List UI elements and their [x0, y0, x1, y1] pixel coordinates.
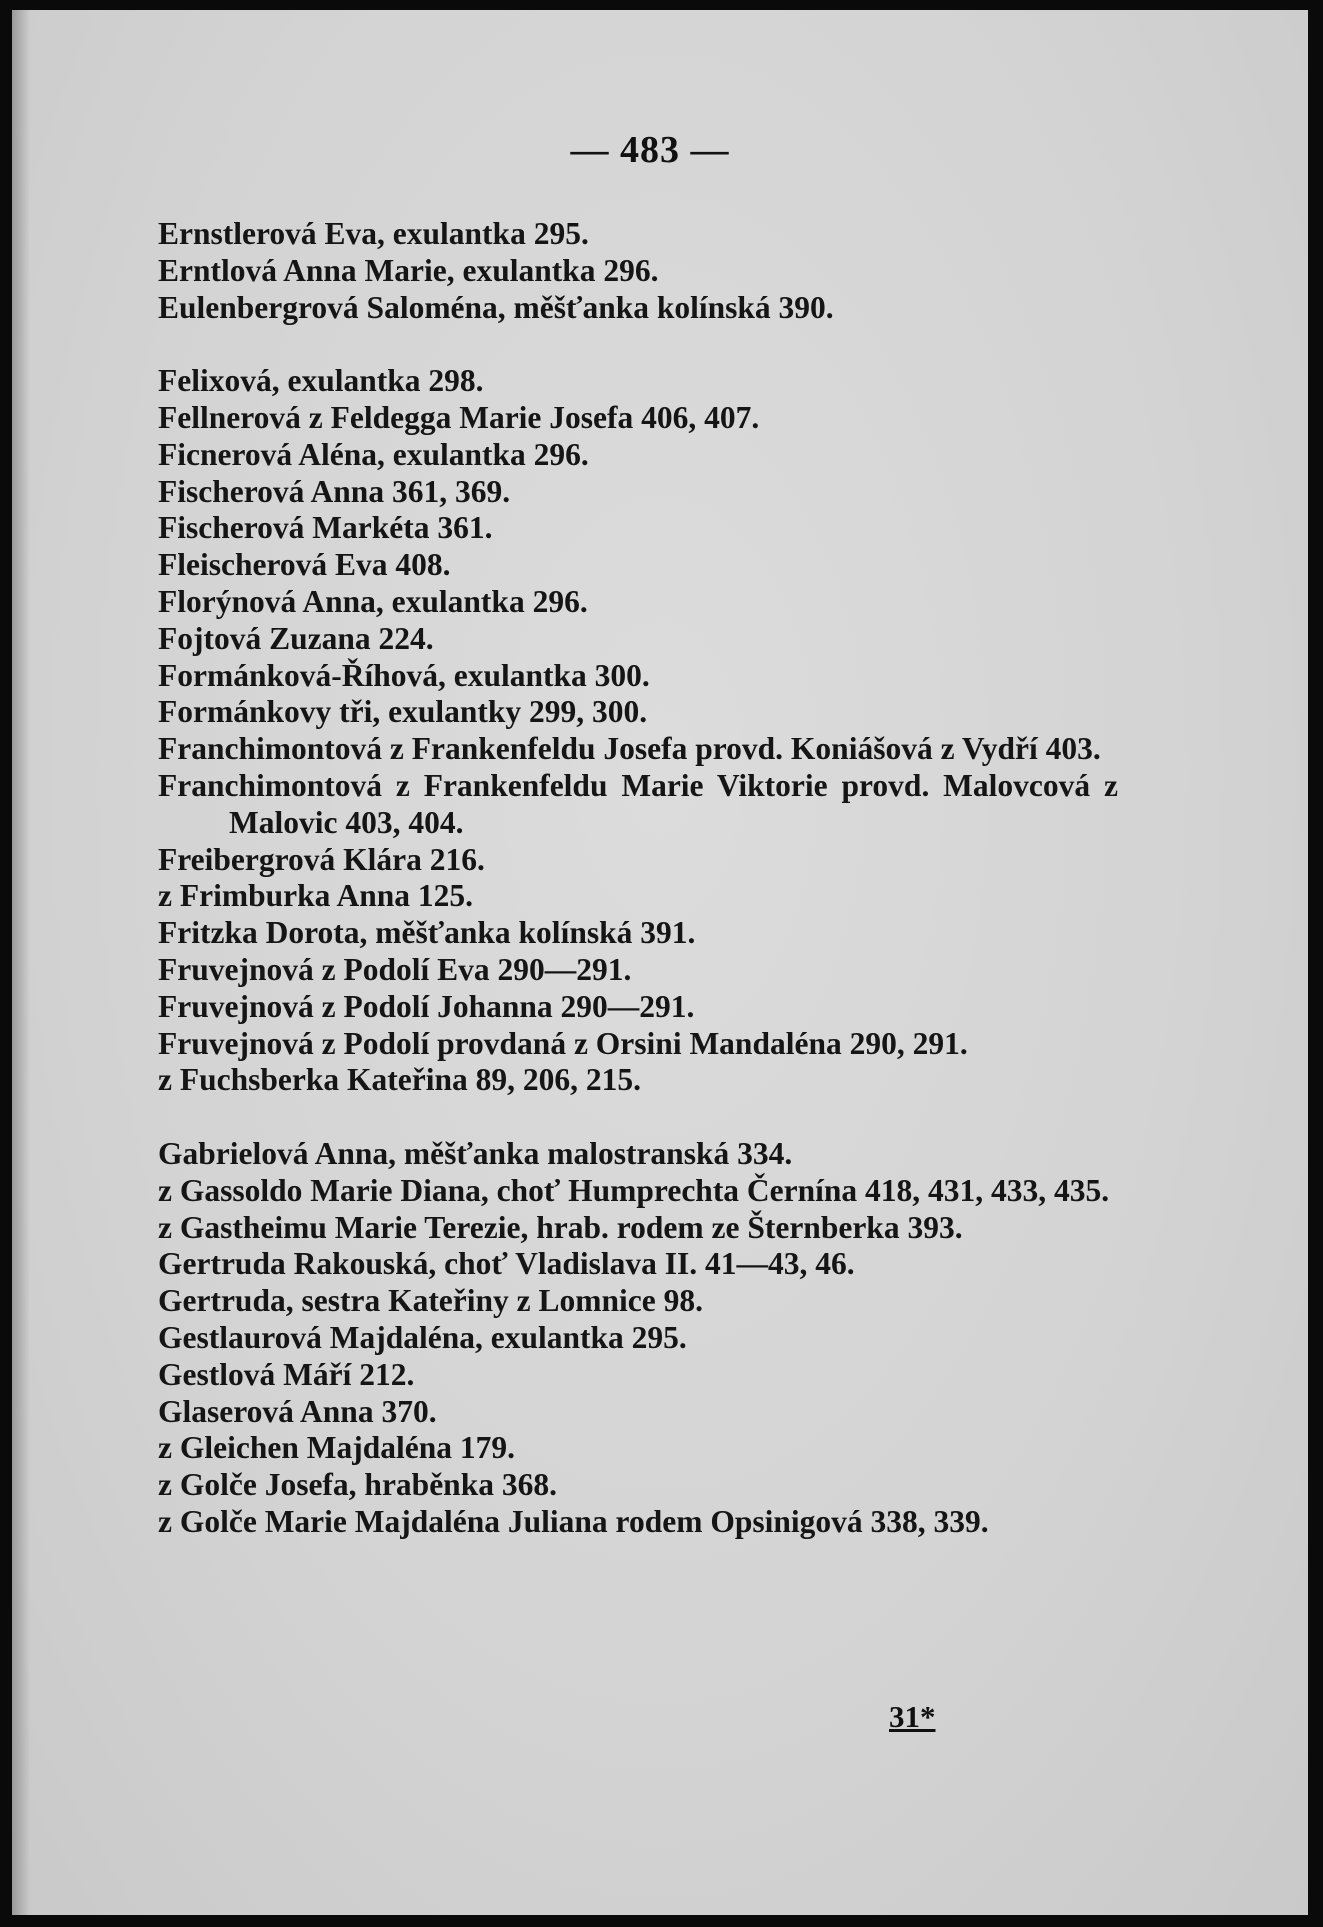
index-entry: z Golče Marie Majdaléna Juliana rodem Opsinigová 338, 339. — [158, 1503, 989, 1539]
index-entry: Fojtová Zuzana 224. — [158, 620, 434, 656]
index-entry: Fischerová Anna 361, 369. — [158, 473, 511, 509]
index-entry: Freibergrová Klára 216. — [158, 841, 485, 877]
index-entry: Ficnerová Aléna, exulantka 296. — [158, 436, 589, 472]
index-entry: z Golče Josefa, hraběnka 368. — [158, 1467, 557, 1503]
index-entry: Gertruda Rakouská, choť Vladislava II. 41—43, 46. — [158, 1246, 855, 1282]
index-entry: Franchimontová z Frankenfeldu Marie Viktorie provd. Malovcová z Malovic 403, 404. — [158, 767, 1118, 840]
index-entry: z Gastheimu Marie Terezie, hrab. rodem ze Šternberka 393. — [158, 1209, 963, 1245]
index-entry: Fellnerová z Feldegga Marie Josefa 406, 407. — [158, 399, 760, 435]
index-entry: Franchimontová z Frankenfeldu Josefa provd. Koniášová z Vydří 403. — [158, 731, 1101, 767]
index-entry: Fruvejnová z Podolí provdaná z Orsini Mandaléna 290, 291. — [158, 1025, 968, 1061]
index-entry: Erntlová Anna Marie, exulantka 296. — [158, 252, 659, 288]
index-entry: Ernstlerová Eva, exulantka 295. — [158, 216, 589, 251]
index-text — [158, 216, 1118, 1541]
index-entry: Gabrielová Anna, měšťanka malostranská 334. — [158, 1135, 793, 1171]
index-entry: Formánkovy tři, exulantky 299, 300. — [158, 694, 648, 730]
index-entry: Eulenbergrová Saloména, měšťanka kolínská 390. — [158, 289, 834, 325]
index-entry: z Fuchsberka Kateřina 89, 206, 215. — [158, 1062, 641, 1098]
index-entry: z Frimburka Anna 125. — [158, 878, 474, 914]
index-entry: Gestlová Máří 212. — [158, 1356, 415, 1392]
index-entry: Fruvejnová z Podolí Johanna 290—291. — [158, 988, 695, 1024]
index-entry: Fruvejnová z Podolí Eva 290—291. — [158, 951, 632, 987]
index-entry: z Gassoldo Marie Diana, choť Humprechta Černína 418, 431, 433, 435. — [158, 1172, 1110, 1208]
index-entry: Fleischerová Eva 408. — [158, 547, 451, 583]
index-entry: Formánková-Říhová, exulantka 300. — [158, 657, 650, 693]
index-entry: Florýnová Anna, exulantka 296. — [158, 583, 588, 619]
index-entry: Fischerová Markéta 361. — [158, 510, 493, 546]
section-gap — [158, 1099, 1118, 1136]
signature-mark: 31* — [889, 1699, 936, 1734]
index-entry: Gertruda, sestra Kateřiny z Lomnice 98. — [158, 1283, 704, 1319]
book-page — [12, 10, 1308, 1915]
index-entry: Fritzka Dorota, měšťanka kolínská 391. — [158, 915, 696, 951]
page-edge-shadow — [12, 10, 30, 1915]
index-entry: Felixová, exulantka 298. — [158, 363, 484, 399]
index-entry: Glaserová Anna 370. — [158, 1393, 437, 1429]
section-gap — [158, 326, 1118, 363]
index-entry: Gestlaurová Majdaléna, exulantka 295. — [158, 1319, 687, 1355]
index-entry: z Gleichen Majdaléna 179. — [158, 1430, 515, 1466]
page-number: — 483 — — [570, 129, 730, 171]
